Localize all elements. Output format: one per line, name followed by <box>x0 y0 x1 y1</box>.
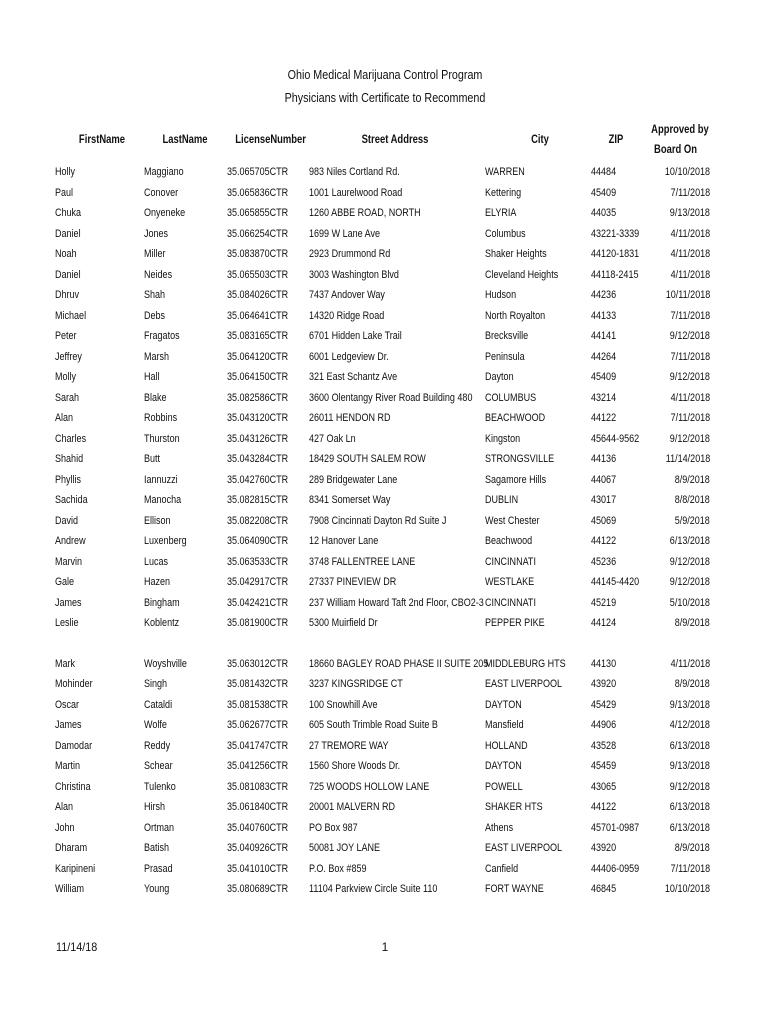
cell-street-address: 50081 JOY LANE <box>309 842 381 854</box>
cell-approved-date: 6/13/2018 <box>669 801 710 813</box>
cell-firstname: Phyllis <box>55 473 82 486</box>
cell-city: Cleveland Heights <box>485 268 559 281</box>
cell-street-address: 725 WOODS HOLLOW LANE <box>309 780 430 793</box>
cell-licensenumber: 35.081083CTR <box>227 780 289 793</box>
cell-licensenumber: 35.062677CTR <box>227 719 289 731</box>
cell-zip: 44035 <box>591 207 617 219</box>
cell-licensenumber: 35.042421CTR <box>227 596 289 609</box>
cell-lastname: Butt <box>144 453 161 465</box>
cell-zip: 43920 <box>591 678 617 690</box>
cell-zip: 44236 <box>591 289 617 301</box>
cell-approved-date: 9/12/2018 <box>669 330 710 342</box>
cell-firstname: Molly <box>55 371 77 383</box>
cell-zip: 45644-9562 <box>591 432 640 445</box>
cell-licensenumber: 35.063012CTR <box>227 657 289 670</box>
cell-zip: 43065 <box>591 780 617 793</box>
cell-lastname: Woyshville <box>144 657 187 670</box>
cell-licensenumber: 35.041747CTR <box>227 739 289 752</box>
table-row <box>0 306 770 326</box>
cell-lastname: Lucas <box>144 555 169 568</box>
cell-street-address: 11104 Parkview Circle Suite 110 <box>309 883 438 895</box>
cell-lastname: Hall <box>144 371 160 383</box>
cell-approved-date: 6/13/2018 <box>669 821 710 834</box>
cell-city: STRONGSVILLE <box>485 453 555 465</box>
cell-licensenumber: 35.081900CTR <box>227 617 289 629</box>
cell-street-address: 7908 Cincinnati Dayton Rd Suite J <box>309 514 447 527</box>
table-row <box>0 572 770 592</box>
table-row <box>0 552 770 572</box>
cell-lastname: Miller <box>144 248 166 260</box>
cell-zip: 44906 <box>591 719 617 731</box>
cell-firstname: James <box>55 596 82 609</box>
cell-licensenumber: 35.042917CTR <box>227 576 289 588</box>
cell-firstname: Charles <box>55 432 87 445</box>
cell-firstname: Dhruv <box>55 289 80 301</box>
cell-firstname: Damodar <box>55 739 93 752</box>
cell-zip: 46845 <box>591 883 617 895</box>
cell-firstname: Holly <box>55 166 76 178</box>
cell-city: EAST LIVERPOOL <box>485 842 563 854</box>
cell-lastname: Jones <box>144 227 169 240</box>
cell-lastname: Conover <box>144 186 179 199</box>
cell-zip: 44133 <box>591 309 617 322</box>
cell-firstname: Andrew <box>55 535 86 547</box>
cell-approved-date: 7/11/2018 <box>670 309 710 322</box>
cell-street-address: 427 Oak Ln <box>309 432 356 445</box>
table-row <box>0 388 770 408</box>
cell-lastname: Ellison <box>144 514 171 527</box>
cell-street-address: 18429 SOUTH SALEM ROW <box>309 453 426 465</box>
cell-zip: 45701-0987 <box>591 821 640 834</box>
cell-city: ELYRIA <box>485 207 517 219</box>
cell-licensenumber: 35.043120CTR <box>227 412 289 424</box>
cell-city: WESTLAKE <box>485 576 535 588</box>
cell-city: West Chester <box>485 514 540 527</box>
cell-licensenumber: 35.040760CTR <box>227 821 289 834</box>
cell-zip: 44136 <box>591 453 617 465</box>
cell-approved-date: 7/11/2018 <box>670 350 710 363</box>
cell-firstname: Noah <box>55 248 77 260</box>
cell-street-address: 14320 Ridge Road <box>309 309 385 322</box>
cell-approved-date: 11/14/2018 <box>665 453 710 465</box>
cell-lastname: Schear <box>144 760 173 772</box>
cell-lastname: Manocha <box>144 494 182 506</box>
cell-city: Athens <box>485 821 514 834</box>
cell-city: DAYTON <box>485 760 522 772</box>
cell-firstname: Alan <box>55 412 74 424</box>
table-row <box>0 613 770 633</box>
cell-approved-date: 9/12/2018 <box>669 555 710 568</box>
cell-zip: 44122 <box>591 535 617 547</box>
table-row <box>0 838 770 858</box>
cell-licensenumber: 35.081432CTR <box>227 678 289 690</box>
cell-lastname: Bingham <box>144 596 180 609</box>
cell-licensenumber: 35.083165CTR <box>227 330 289 342</box>
table-row <box>0 265 770 285</box>
cell-licensenumber: 35.083870CTR <box>227 248 289 260</box>
cell-street-address: 1260 ABBE ROAD, NORTH <box>309 207 421 219</box>
table-row <box>0 162 770 182</box>
cell-city: Shaker Heights <box>485 248 547 260</box>
cell-licensenumber: 35.065855CTR <box>227 207 289 219</box>
cell-city: Hudson <box>485 289 517 301</box>
cell-street-address: 289 Bridgewater Lane <box>309 473 398 486</box>
cell-lastname: Shah <box>144 289 166 301</box>
cell-approved-date: 4/11/2018 <box>670 391 710 404</box>
table-row <box>0 674 770 694</box>
cell-licensenumber: 35.041010CTR <box>227 862 289 875</box>
cell-city: DUBLIN <box>485 494 519 506</box>
table-row <box>0 449 770 469</box>
cell-zip: 45219 <box>591 596 617 609</box>
cell-lastname: Koblentz <box>144 617 180 629</box>
cell-approved-date: 9/12/2018 <box>669 576 710 588</box>
cell-approved-date: 8/9/2018 <box>674 617 710 629</box>
cell-approved-date: 10/11/2018 <box>665 289 710 301</box>
cell-city: PEPPER PIKE <box>485 617 545 629</box>
cell-street-address: P.O. Box #859 <box>309 862 367 875</box>
cell-firstname: Daniel <box>55 268 81 281</box>
cell-approved-date: 7/11/2018 <box>670 862 710 875</box>
cell-zip: 45409 <box>591 186 617 199</box>
cell-street-address: 27 TREMORE WAY <box>309 739 389 752</box>
header-street-address: Street Address <box>361 134 429 146</box>
cell-licensenumber: 35.064150CTR <box>227 371 289 383</box>
cell-firstname: Alan <box>55 801 74 813</box>
cell-approved-date: 9/13/2018 <box>669 760 710 772</box>
cell-firstname: Oscar <box>55 698 80 711</box>
cell-zip: 43214 <box>591 391 617 404</box>
cell-approved-date: 9/12/2018 <box>669 780 710 793</box>
cell-lastname: Neides <box>144 268 173 281</box>
cell-zip: 43920 <box>591 842 617 854</box>
header-firstname: FirstName <box>78 134 126 146</box>
cell-street-address: 12 Hanover Lane <box>309 535 379 547</box>
cell-licensenumber: 35.064090CTR <box>227 535 289 547</box>
cell-street-address: 321 East Schantz Ave <box>309 371 398 383</box>
cell-firstname: Martin <box>55 760 81 772</box>
cell-approved-date: 8/9/2018 <box>674 473 710 486</box>
table-row <box>0 470 770 490</box>
cell-zip: 44484 <box>591 166 617 178</box>
table-row <box>0 326 770 346</box>
cell-approved-date: 8/9/2018 <box>674 678 710 690</box>
cell-city: WARREN <box>485 166 525 178</box>
cell-firstname: Dharam <box>55 842 88 854</box>
cell-licensenumber: 35.040926CTR <box>227 842 289 854</box>
table-row <box>0 756 770 776</box>
cell-city: Peninsula <box>485 350 525 363</box>
header-city: City <box>531 134 549 146</box>
cell-street-address: 7437 Andover Way <box>309 289 385 301</box>
cell-lastname: Thurston <box>144 432 180 445</box>
cell-approved-date: 9/12/2018 <box>669 371 710 383</box>
cell-street-address: 5300 Muirfield Dr <box>309 617 378 629</box>
cell-lastname: Hirsh <box>144 801 166 813</box>
cell-lastname: Ortman <box>144 821 175 834</box>
cell-zip: 44118-2415 <box>591 268 639 281</box>
cell-lastname: Marsh <box>144 350 170 363</box>
document-title: Ohio Medical Marijuana Control Program <box>287 68 483 82</box>
cell-licensenumber: 35.081538CTR <box>227 698 289 711</box>
header-licensenumber: LicenseNumber <box>235 134 306 146</box>
cell-firstname: John <box>55 821 75 834</box>
table-row <box>0 531 770 551</box>
cell-approved-date: 8/8/2018 <box>674 494 710 506</box>
cell-city: BEACHWOOD <box>485 412 546 424</box>
cell-city: POWELL <box>485 780 523 793</box>
cell-approved-date: 8/9/2018 <box>674 842 710 854</box>
cell-city: Beachwood <box>485 535 533 547</box>
cell-zip: 44067 <box>591 473 617 486</box>
cell-approved-date: 10/10/2018 <box>664 166 710 178</box>
cell-zip: 43528 <box>591 739 617 752</box>
table-row <box>0 285 770 305</box>
cell-lastname: Young <box>144 883 170 895</box>
cell-street-address: PO Box 987 <box>309 821 358 834</box>
cell-firstname: Paul <box>55 186 74 199</box>
cell-approved-date: 4/11/2018 <box>670 657 710 670</box>
table-row <box>0 367 770 387</box>
cell-firstname: Karipineni <box>55 862 96 875</box>
cell-firstname: Marvin <box>55 555 83 568</box>
cell-city: MIDDLEBURG HTS <box>485 657 566 670</box>
cell-licensenumber: 35.082815CTR <box>227 494 289 506</box>
cell-zip: 45429 <box>591 698 617 711</box>
cell-licensenumber: 35.065836CTR <box>227 186 289 199</box>
cell-city: Dayton <box>485 371 514 383</box>
cell-licensenumber: 35.063533CTR <box>227 555 289 568</box>
cell-approved-date: 9/12/2018 <box>669 432 710 445</box>
cell-licensenumber: 35.043126CTR <box>227 432 289 445</box>
cell-lastname: Robbins <box>144 412 178 424</box>
cell-street-address: 18660 BAGLEY ROAD PHASE II SUITE 205 <box>309 657 489 670</box>
page-number: 1 <box>381 940 389 954</box>
cell-firstname: James <box>55 719 82 731</box>
cell-lastname: Debs <box>144 309 166 322</box>
cell-street-address: 27337 PINEVIEW DR <box>309 576 397 588</box>
table-row <box>0 859 770 879</box>
table-row <box>0 347 770 367</box>
cell-firstname: Leslie <box>55 617 79 629</box>
table-row <box>0 408 770 428</box>
table-row <box>0 593 770 613</box>
cell-zip: 44122 <box>591 412 617 424</box>
cell-firstname: Mark <box>55 657 76 670</box>
cell-city: Kingston <box>485 432 521 445</box>
cell-lastname: Prasad <box>144 862 173 875</box>
cell-lastname: Singh <box>144 678 168 690</box>
cell-zip: 44122 <box>591 801 617 813</box>
cell-firstname: David <box>55 514 79 527</box>
cell-city: SHAKER HTS <box>485 801 543 813</box>
cell-zip: 44406-0959 <box>591 862 640 875</box>
cell-city: Canfield <box>485 862 519 875</box>
cell-street-address: 3748 FALLENTREE LANE <box>309 555 416 568</box>
cell-city: Sagamore Hills <box>485 473 547 486</box>
cell-zip: 45069 <box>591 514 617 527</box>
cell-firstname: Sachida <box>55 494 88 506</box>
cell-firstname: Peter <box>55 330 77 342</box>
cell-city: DAYTON <box>485 698 522 711</box>
cell-city: Kettering <box>485 186 522 199</box>
cell-street-address: 983 Niles Cortland Rd. <box>309 166 400 178</box>
cell-approved-date: 6/13/2018 <box>669 739 710 752</box>
cell-street-address: 3003 Washington Blvd <box>309 268 399 281</box>
cell-street-address: 1001 Laurelwood Road <box>309 186 403 199</box>
table-row <box>0 777 770 797</box>
cell-lastname: Batish <box>144 842 170 854</box>
cell-licensenumber: 35.042760CTR <box>227 473 289 486</box>
footer-date: 11/14/18 <box>56 940 98 954</box>
cell-approved-date: 4/11/2018 <box>670 248 710 260</box>
cell-street-address: 8341 Somerset Way <box>309 494 391 506</box>
cell-street-address: 3600 Olentangy River Road Building 480 <box>309 391 473 404</box>
cell-lastname: Wolfe <box>144 719 167 731</box>
cell-zip: 45409 <box>591 371 617 383</box>
cell-zip: 43017 <box>591 494 617 506</box>
cell-approved-date: 10/10/2018 <box>664 883 710 895</box>
cell-city: CINCINNATI <box>485 555 536 568</box>
table-row <box>0 511 770 531</box>
cell-lastname: Reddy <box>144 739 171 752</box>
cell-lastname: Cataldi <box>144 698 173 711</box>
cell-zip: 44141 <box>591 330 617 342</box>
cell-licensenumber: 35.041256CTR <box>227 760 289 772</box>
header-zip: ZIP <box>608 134 624 146</box>
cell-approved-date: 4/11/2018 <box>670 268 710 281</box>
cell-lastname: Fragatos <box>144 330 180 342</box>
cell-licensenumber: 35.064120CTR <box>227 350 289 363</box>
cell-approved-date: 6/13/2018 <box>669 535 710 547</box>
table-row <box>0 490 770 510</box>
cell-firstname: Sarah <box>55 391 80 404</box>
cell-lastname: Luxenberg <box>144 535 187 547</box>
cell-licensenumber: 35.082208CTR <box>227 514 289 527</box>
table-row <box>0 736 770 756</box>
cell-firstname: William <box>55 883 85 895</box>
cell-licensenumber: 35.065705CTR <box>227 166 289 178</box>
cell-licensenumber: 35.064641CTR <box>227 309 289 322</box>
cell-zip: 45236 <box>591 555 617 568</box>
cell-zip: 45459 <box>591 760 617 772</box>
cell-street-address: 6701 Hidden Lake Trail <box>309 330 402 342</box>
cell-approved-date: 5/10/2018 <box>669 596 710 609</box>
table-row <box>0 244 770 264</box>
cell-lastname: Iannuzzi <box>144 473 178 486</box>
cell-city: CINCINNATI <box>485 596 536 609</box>
cell-licensenumber: 35.066254CTR <box>227 227 289 240</box>
cell-licensenumber: 35.082586CTR <box>227 391 289 404</box>
cell-zip: 44130 <box>591 657 617 670</box>
cell-approved-date: 7/11/2018 <box>670 412 710 424</box>
table-row <box>0 654 770 674</box>
table-row <box>0 224 770 244</box>
cell-licensenumber: 35.061840CTR <box>227 801 289 813</box>
cell-city: North Royalton <box>485 309 546 322</box>
cell-lastname: Hazen <box>144 576 171 588</box>
cell-street-address: 3237 KINGSRIDGE CT <box>309 678 403 690</box>
cell-city: Brecksville <box>485 330 529 342</box>
cell-approved-date: 9/13/2018 <box>669 207 710 219</box>
cell-firstname: Shahid <box>55 453 84 465</box>
cell-street-address: 26011 HENDON RD <box>309 412 391 424</box>
cell-firstname: Jeffrey <box>55 350 82 363</box>
cell-approved-date: 9/13/2018 <box>669 698 710 711</box>
cell-licensenumber: 35.080689CTR <box>227 883 289 895</box>
cell-approved-date: 4/12/2018 <box>669 719 710 731</box>
cell-zip: 44124 <box>591 617 617 629</box>
header-approved-line1: Approved by <box>651 124 709 136</box>
cell-lastname: Maggiano <box>144 166 184 178</box>
cell-street-address: 1560 Shore Woods Dr. <box>309 760 401 772</box>
cell-street-address: 100 Snowhill Ave <box>309 698 378 711</box>
cell-city: Mansfield <box>485 719 524 731</box>
cell-street-address: 605 South Trimble Road Suite B <box>309 719 438 731</box>
header-approved-line2: Board On <box>654 144 697 156</box>
cell-licensenumber: 35.043284CTR <box>227 453 289 465</box>
table-row <box>0 715 770 735</box>
cell-firstname: Mohinder <box>55 678 93 690</box>
table-row <box>0 695 770 715</box>
cell-firstname: Daniel <box>55 227 81 240</box>
document-subtitle: Physicians with Certificate to Recommend <box>284 91 486 105</box>
cell-street-address: 20001 MALVERN RD <box>309 801 396 813</box>
cell-firstname: Michael <box>55 309 87 322</box>
cell-lastname: Tulenko <box>144 780 176 793</box>
cell-city: COLUMBUS <box>485 391 537 404</box>
cell-city: EAST LIVERPOOL <box>485 678 563 690</box>
cell-street-address: 6001 Ledgeview Dr. <box>309 350 389 363</box>
cell-zip: 44120-1831 <box>591 248 640 260</box>
table-row <box>0 203 770 223</box>
table-row <box>0 879 770 899</box>
cell-approved-date: 7/11/2018 <box>670 186 710 199</box>
cell-zip: 43221-3339 <box>591 227 640 240</box>
cell-lastname: Onyeneke <box>144 207 186 219</box>
cell-licensenumber: 35.065503CTR <box>227 268 289 281</box>
header-lastname: LastName <box>162 134 208 146</box>
cell-street-address: 237 William Howard Taft 2nd Floor, CBO2-3 <box>309 596 484 609</box>
table-row <box>0 183 770 203</box>
table-row <box>0 797 770 817</box>
cell-firstname: Chuka <box>55 207 82 219</box>
cell-firstname: Gale <box>55 576 75 588</box>
cell-zip: 44145-4420 <box>591 576 640 588</box>
cell-zip: 44264 <box>591 350 617 363</box>
cell-licensenumber: 35.084026CTR <box>227 289 289 301</box>
cell-city: HOLLAND <box>485 739 528 752</box>
cell-city: Columbus <box>485 227 526 240</box>
table-row <box>0 818 770 838</box>
table-row <box>0 429 770 449</box>
cell-approved-date: 5/9/2018 <box>674 514 710 527</box>
cell-approved-date: 4/11/2018 <box>670 227 710 240</box>
cell-lastname: Blake <box>144 391 167 404</box>
cell-city: FORT WAYNE <box>485 883 544 895</box>
cell-firstname: Christina <box>55 780 91 793</box>
cell-street-address: 2923 Drummond Rd <box>309 248 391 260</box>
cell-street-address: 1699 W Lane Ave <box>309 227 381 240</box>
